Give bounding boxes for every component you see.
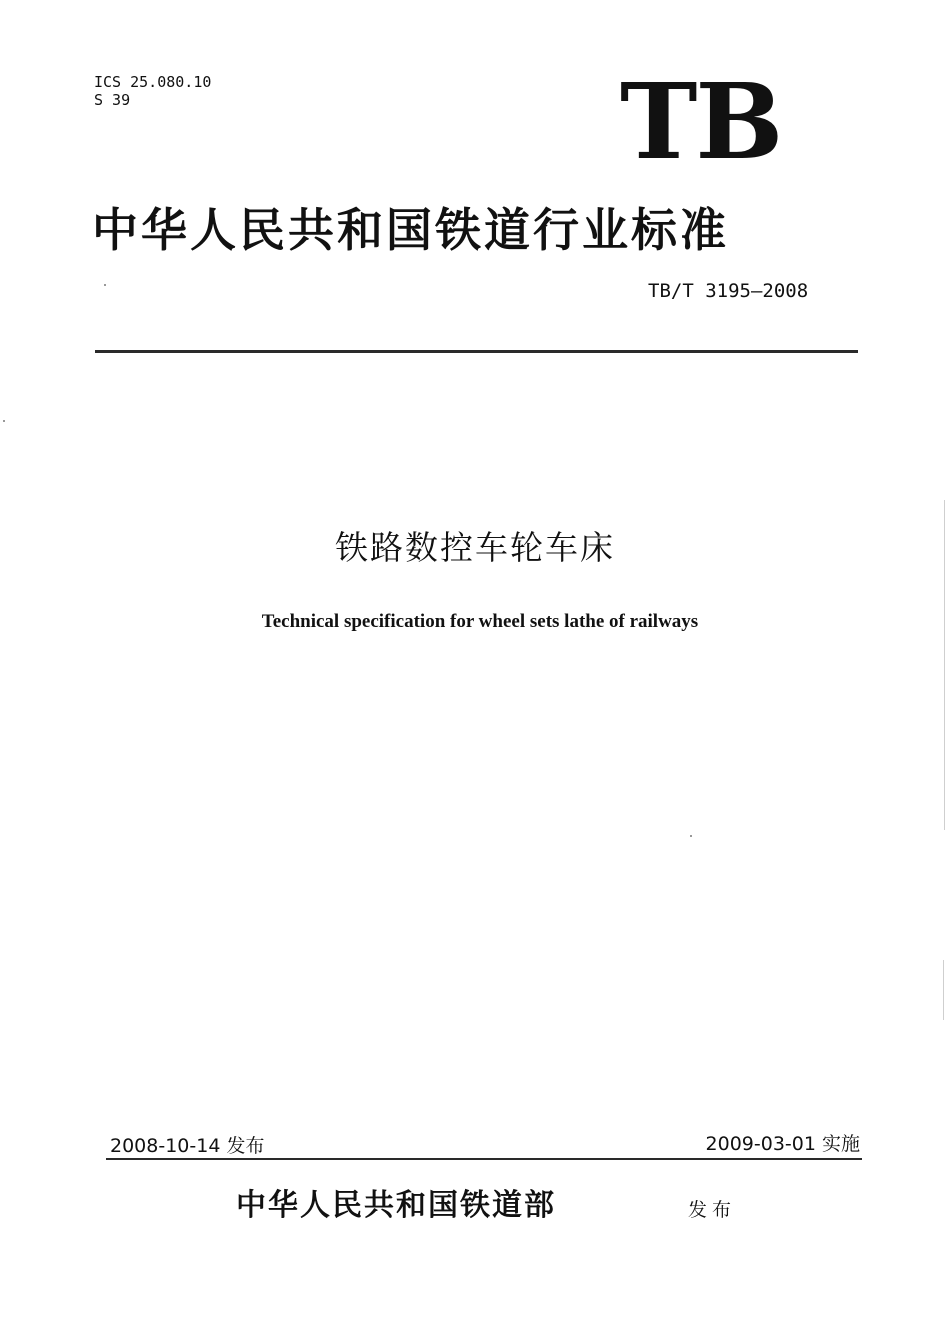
scan-speck [3,420,5,422]
implementation-date: 2009-03-01 实施 [705,1133,860,1155]
scan-edge-line [943,960,944,1020]
classification-codes [94,73,211,109]
issuing-authority: 中华人民共和国铁道部 [236,1188,556,1223]
document-title-en: Technical specification for wheel sets lathe of railways [261,611,699,632]
standard-category-title: 中华人民共和国铁道行业标准 [92,203,729,257]
document-title-zh: 铁路数控车轮车床 [335,528,615,567]
standard-number: TB/T 3195—2008 [648,280,809,302]
tb-logo: TB [620,60,782,183]
class-code: S 39 [94,91,131,109]
header-divider [95,350,858,353]
scan-speck [104,284,106,286]
scan-speck [690,835,692,837]
footer-divider [106,1158,862,1160]
issue-date: 2008-10-14 发布 [110,1135,265,1157]
ics-code: ICS 25.080.10 [94,73,212,91]
scan-edge-line [944,500,945,830]
issuing-label: 发布 [688,1199,737,1221]
